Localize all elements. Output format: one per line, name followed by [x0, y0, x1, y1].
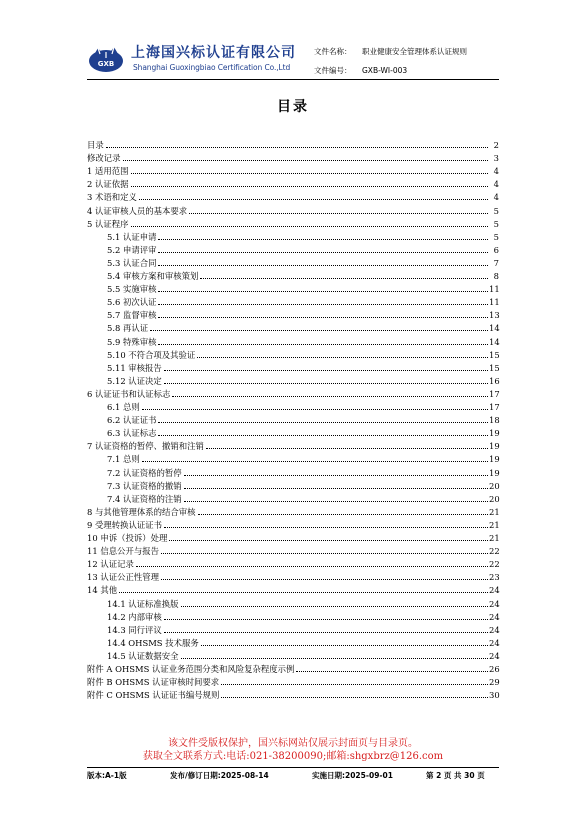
toc-entry[interactable]: [87, 504, 499, 517]
toc-entry-page: 14: [489, 336, 500, 347]
toc-entry-page: 26: [489, 664, 500, 674]
footer-page-info: 第 2 页 共 30 页: [426, 771, 485, 780]
toc-entry[interactable]: [87, 229, 499, 242]
toc-entry-title: 9 受理转换认证证书: [87, 519, 162, 530]
toc-entry-title: 6 认证证书和认证标志: [87, 388, 171, 399]
toc-entry[interactable]: [87, 596, 499, 609]
contact-notice: 获取全文联系方式:电话:021-38200090;邮箱:shgxbrz@126.com: [142, 751, 444, 762]
toc-entry-page: 13: [489, 310, 500, 321]
toc-entry-page: 21: [489, 506, 500, 517]
toc-entry-title: 4 认证审核人员的基本要求: [87, 205, 188, 216]
toc-entry-title: 12 认证记录: [87, 559, 134, 570]
toc-entry[interactable]: [87, 622, 499, 635]
toc-leader-dots: [142, 461, 488, 462]
toc-entry[interactable]: [87, 491, 499, 504]
toc-entry[interactable]: [87, 268, 499, 281]
toc-entry[interactable]: [87, 150, 499, 163]
toc-leader-dots: [131, 226, 489, 227]
toc-entry[interactable]: [87, 373, 499, 386]
toc-entry[interactable]: [87, 242, 499, 255]
toc-entry[interactable]: [87, 399, 499, 412]
toc-entry-page: 21: [489, 519, 500, 530]
toc-entry-page: 15: [489, 362, 500, 373]
toc-entry-page: 6: [493, 244, 499, 255]
toc-entry-title: 7.4 认证资格的注销: [107, 493, 182, 504]
toc-entry-page: 24: [489, 585, 500, 596]
toc-entry[interactable]: [87, 360, 499, 373]
toc-entry[interactable]: [87, 478, 499, 491]
toc-entry-title: 5 认证程序: [87, 218, 129, 229]
toc-leader-dots: [131, 186, 489, 187]
toc-leader-dots: [158, 304, 488, 305]
toc-leader-dots: [158, 317, 488, 318]
toc-entry-title: 14.3 同行评议: [107, 624, 162, 635]
toc-entry-page: 19: [489, 454, 500, 465]
toc-entry-page: 4: [493, 166, 499, 177]
toc-leader-dots: [139, 199, 488, 200]
toc-leader-dots: [169, 540, 488, 541]
toc-entry-page: 24: [489, 598, 500, 609]
toc-entry[interactable]: [87, 530, 499, 543]
toc-entry[interactable]: [87, 216, 499, 229]
toc-leader-dots: [123, 160, 489, 161]
toc-leader-dots: [201, 645, 488, 646]
toc-leader-dots: [184, 475, 488, 476]
toc-entry-page: 14: [489, 323, 500, 334]
toc-leader-dots: [150, 330, 488, 331]
file-name-label: 文件名称：: [314, 47, 352, 56]
file-number-row: [314, 65, 407, 76]
toc-entry[interactable]: [87, 438, 499, 451]
toc-entry[interactable]: [87, 203, 499, 216]
toc-entry[interactable]: [87, 582, 499, 595]
toc-entry[interactable]: [87, 687, 499, 700]
toc-entry-title: 7.2 认证资格的暂停: [107, 467, 182, 478]
toc-leader-dots: [158, 252, 488, 253]
toc-entry-title: 6.1 总则: [107, 402, 140, 412]
toc-entry[interactable]: [87, 425, 499, 438]
footer-divider: [87, 767, 499, 768]
toc-entry[interactable]: [87, 334, 499, 347]
toc-entry-page: 24: [489, 624, 500, 635]
toc-entry-page: 7: [493, 257, 499, 268]
toc-leader-dots: [184, 501, 488, 502]
logo-text: GXB: [97, 60, 115, 68]
toc-entry-title: 10 申诉（投诉）处理: [87, 533, 168, 543]
toc-entry-title: 5.7 监督审核: [107, 310, 157, 321]
toc-entry-title: 5.8 再认证: [107, 323, 149, 334]
toc-entry-page: 15: [489, 349, 500, 360]
toc-leader-dots: [296, 671, 488, 672]
toc-leader-dots: [181, 658, 488, 659]
toc-entry-title: 5.5 实施审核: [107, 284, 157, 295]
toc-leader-dots: [164, 383, 488, 384]
toc-entry-title: 5.2 申请评审: [107, 244, 157, 255]
toc-entry-title: 14.5 认证数据安全: [107, 650, 179, 661]
toc-entry[interactable]: [87, 347, 499, 360]
toc-entry-title: 5.11 审核报告: [107, 362, 162, 373]
toc-entry-page: 29: [489, 677, 500, 688]
toc-entry[interactable]: [87, 294, 499, 307]
file-name-row: [314, 46, 467, 57]
toc-leader-dots: [158, 344, 488, 345]
toc-leader-dots: [164, 527, 488, 528]
toc-leader-dots: [161, 553, 488, 554]
toc-leader-dots: [172, 396, 488, 397]
toc-entry-page: 17: [489, 402, 500, 412]
toc-leader-dots: [164, 619, 488, 620]
toc-leader-dots: [136, 566, 488, 567]
toc-leader-dots: [158, 265, 488, 266]
toc-entry-title: 5.6 初次认证: [107, 297, 157, 308]
toc-entry-page: 11: [489, 297, 500, 308]
toc-entry[interactable]: [87, 517, 499, 530]
toc-entry-page: 5: [493, 218, 499, 229]
company-logo: [86, 44, 126, 74]
toc-entry[interactable]: [87, 176, 499, 189]
toc-entry-page: 4: [493, 179, 499, 190]
toc-entry[interactable]: [87, 543, 499, 556]
toc-entry-page: 19: [489, 467, 500, 478]
toc-entry[interactable]: [87, 189, 499, 202]
file-name-value: 职业健康安全管理体系认证规则: [362, 47, 467, 56]
toc-entry-title: 14 其他: [87, 585, 118, 596]
toc-leader-dots: [221, 697, 488, 698]
toc-entry-title: 14.2 内部审核: [107, 611, 162, 622]
toc-entry-page: 4: [493, 192, 499, 203]
toc-leader-dots: [198, 514, 489, 515]
toc-entry[interactable]: [87, 281, 499, 294]
toc-entry[interactable]: [87, 451, 499, 464]
toc-entry-title: 5.12 认证决定: [107, 375, 162, 386]
toc-leader-dots: [119, 592, 488, 593]
toc-entry-page: 17: [489, 388, 500, 399]
toc-entry-title: 5.3 认证合同: [107, 257, 157, 268]
toc-entry[interactable]: [87, 648, 499, 661]
toc-entry-page: 30: [489, 690, 500, 701]
footer-revise-date: 发布/修订日期:2025-08-14: [170, 771, 269, 780]
toc-entry[interactable]: [87, 465, 499, 478]
toc-leader-dots: [200, 278, 488, 279]
toc-entry-page: 24: [489, 611, 500, 622]
toc-entry-title: 7.3 认证资格的撤销: [107, 480, 182, 491]
toc-entry-page: 24: [489, 650, 500, 661]
toc-entry[interactable]: [87, 609, 499, 622]
toc-entry-page: 21: [489, 533, 500, 543]
company-name-cn: 上海国兴标认证有限公司: [131, 45, 296, 61]
toc-entry[interactable]: [87, 569, 499, 582]
toc-leader-dots: [164, 632, 488, 633]
toc-entry-title: 6.3 认证标志: [107, 428, 157, 439]
footer-effective-date: 实施日期:2025-09-01: [312, 771, 393, 780]
toc-entry-title: 6.2 认证证书: [107, 415, 157, 426]
header-divider: [87, 79, 499, 80]
toc-entry-page: 2: [493, 140, 499, 150]
toc-entry[interactable]: [87, 386, 499, 399]
toc-entry-page: 19: [489, 428, 500, 439]
toc-leader-dots: [106, 147, 488, 148]
page-title: 目录: [277, 99, 309, 115]
toc-leader-dots: [161, 579, 488, 580]
toc-entry[interactable]: [87, 163, 499, 176]
toc-entry-title: 14.1 认证标准换版: [107, 598, 179, 609]
toc-entry-title: 目录: [87, 140, 104, 150]
toc-leader-dots: [158, 239, 488, 240]
company-name-en: Shanghai Guoxingbiao Certification Co.,Ltd: [133, 63, 291, 72]
toc-entry-page: 8: [493, 271, 499, 281]
toc-entry-page: 20: [489, 480, 500, 491]
toc-entry-title: 3 术语和定义: [87, 192, 137, 203]
toc-leader-dots: [131, 173, 489, 174]
toc-entry-title: 附件 A OHSMS 认证业务范围分类和风险复杂程度示例: [87, 664, 295, 674]
toc-entry-title: 7 认证资格的暂停、撤销和注销: [87, 441, 204, 452]
toc-entry-title: 7.1 总则: [107, 454, 140, 465]
toc-entry[interactable]: [87, 674, 499, 687]
toc-entry[interactable]: [87, 307, 499, 320]
toc-entry-title: 5.1 认证申请: [107, 231, 157, 242]
toc-entry[interactable]: [87, 661, 499, 674]
toc-entry[interactable]: [87, 255, 499, 268]
file-number-value: GXB-WI-003: [362, 66, 408, 75]
toc-entry-page: 16: [489, 375, 500, 386]
toc-entry[interactable]: [87, 320, 499, 333]
toc-leader-dots: [206, 448, 488, 449]
toc-entry-title: 附件 B OHSMS 认证审核时间要求: [87, 677, 220, 688]
toc-entry[interactable]: [87, 137, 499, 150]
toc-entry-page: 18: [489, 415, 500, 426]
toc-entry-title: 1 适用范围: [87, 166, 129, 177]
toc-entry-page: 24: [489, 637, 500, 648]
toc-entry[interactable]: [87, 412, 499, 425]
toc-entry-title: 附件 C OHSMS 认证证书编号规则: [87, 690, 220, 701]
toc-entry-title: 13 认证公正性管理: [87, 572, 159, 583]
toc-entry-title: 14.4 OHSMS 技术服务: [107, 637, 199, 648]
toc-entry-title: 5.9 特殊审核: [107, 336, 157, 347]
toc-leader-dots: [181, 606, 488, 607]
toc-entry-page: 5: [493, 205, 499, 216]
toc-entry[interactable]: [87, 556, 499, 569]
toc-leader-dots: [189, 213, 488, 214]
toc-entry-title: 5.10 不符合项及其验证: [107, 349, 196, 360]
toc-leader-dots: [164, 370, 488, 371]
footer-version: 版本:A-1版: [87, 771, 127, 780]
toc-entry-title: 2 认证依据: [87, 179, 129, 190]
toc-leader-dots: [142, 409, 488, 410]
toc-entry-page: 11: [489, 284, 500, 295]
file-number-label: 文件编号：: [314, 66, 352, 75]
toc-entry-title: 修改记录: [87, 153, 121, 164]
toc-entry-page: 22: [489, 546, 500, 557]
toc-leader-dots: [184, 488, 488, 489]
toc-leader-dots: [158, 291, 488, 292]
toc-leader-dots: [197, 357, 488, 358]
toc-entry[interactable]: [87, 635, 499, 648]
toc-entry-title: 8 与其他管理体系的结合审核: [87, 506, 196, 517]
toc-entry-page: 20: [489, 493, 500, 504]
toc-entry-page: 22: [489, 559, 500, 570]
toc-entry-page: 19: [489, 441, 500, 452]
toc-entry-page: 5: [493, 231, 499, 242]
toc-leader-dots: [158, 435, 488, 436]
toc-entry-page: 23: [489, 572, 500, 583]
copyright-notice: 该文件受版权保护，国兴标网站仅展示封面页与目录页。: [168, 738, 418, 749]
toc-entry-title: 5.4 审核方案和审核策划: [107, 271, 199, 281]
page-header: [0, 0, 586, 90]
toc-entry-title: 11 信息公开与报告: [87, 546, 159, 557]
toc-entry-page: 3: [493, 153, 499, 164]
toc-leader-dots: [221, 684, 488, 685]
toc-leader-dots: [158, 422, 488, 423]
